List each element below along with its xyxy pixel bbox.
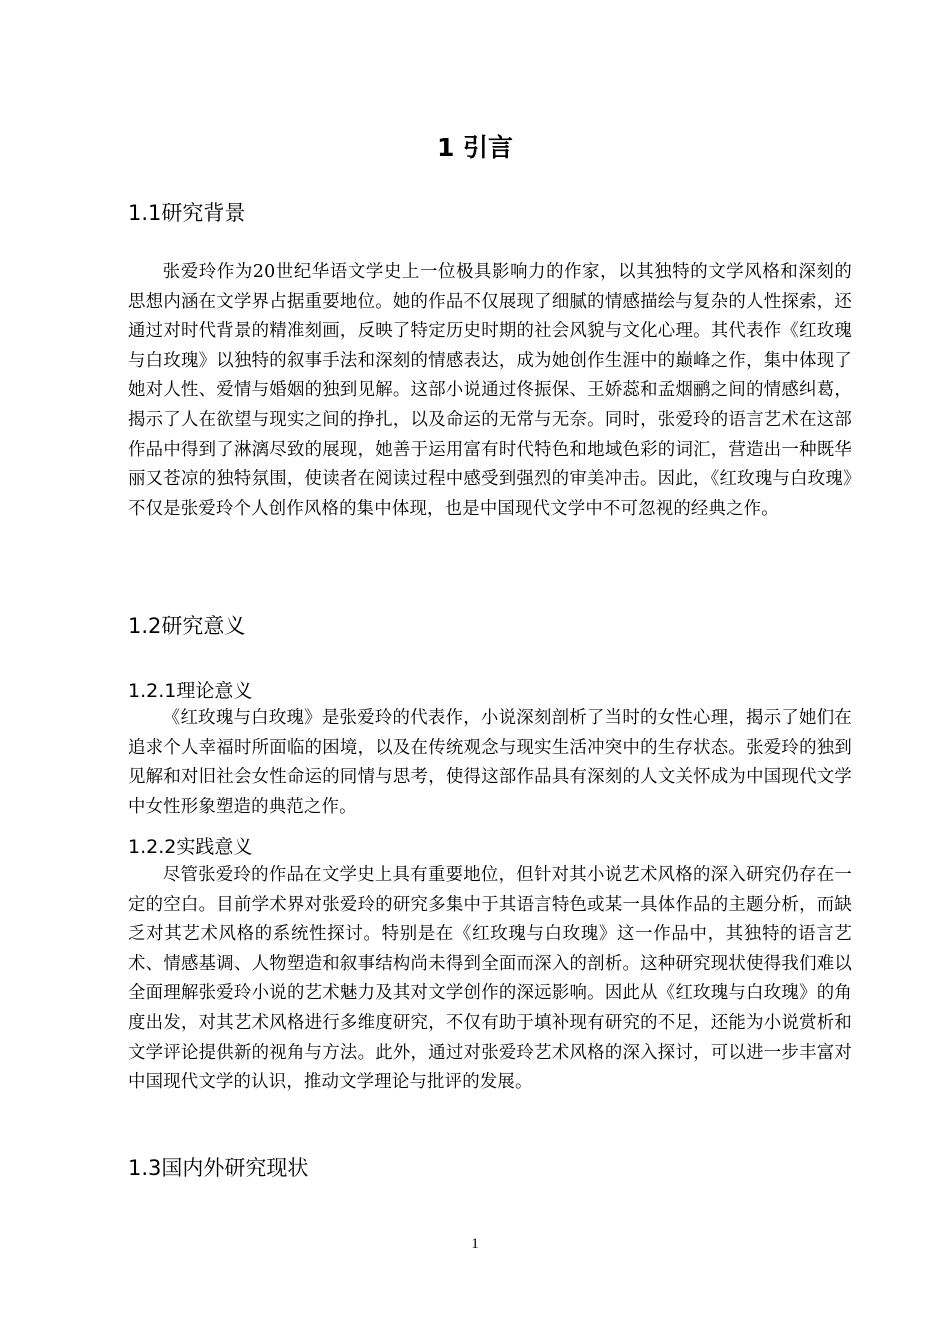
page-number: 1: [471, 1236, 479, 1252]
paragraph-research-background: 张爱玲作为20世纪华语文学史上一位极具影响力的作家，以其独特的文学风格和深刻的思想内涵在文学界占据重要地位。她的作品不仅展现了细腻的情感描绘与复杂的人性探索，还通过对时代背景的精准刻画，反映了特定历史时期的社会风貌与文化心理。其代表作《红玫瑰与白玫瑰》以独特的叙事手法和深刻的情感表达，成为她创作生涯中的巅峰之作，集中体现了她对人性、爱情与婚姻的独到见解。这部小说通过佟振保、王娇蕊和孟烟鹂之间的情感纠葛，揭示了人在欲望与现实之间的挣扎，以及命运的无常与无奈。同时，张爱玲的语言艺术在这部作品中得到了淋漓尽致的展现，她善于运用富有时代特色和地域色彩的词汇，营造出一种既华丽又苍凉的独特氛围，使读者在阅读过程中感受到强烈的审美冲击。因此，《红玫瑰与白玫瑰》不仅是张爱玲个人创作风格的集中体现，也是中国现代文学中不可忽视的经典之作。: [128, 262, 852, 519]
subsection-heading-theoretical-significance: 1.2.1理论意义: [128, 680, 253, 702]
paragraph-theoretical-significance: 《红玫瑰与白玫瑰》是张爱玲的代表作，小说深刻剖析了当时的女性心理，揭示了她们在追求个人幸福时所面临的困境，以及在传统观念与现实生活冲突中的生存状态。张爱玲的独到见解和对旧社会女性命运的同情与思考，使得这部作品具有深刻的人文关怀成为中国现代文学中女性形象塑造的典范之作。: [128, 708, 852, 817]
chapter-title: 1 引言: [436, 133, 514, 162]
paragraph-practical-significance: 尽管张爱玲的作品在文学史上具有重要地位，但针对其小说艺术风格的深入研究仍存在一定的空白。目前学术界对张爱玲的研究多集中于其语言特色或某一具体作品的主题分析，而缺乏对其艺术风格的系统性探讨。特别是在《红玫瑰与白玫瑰》这一作品中，其独特的语言艺术、情感基调、人物塑造和叙事结构尚未得到全面而深入的剖析。这种研究现状使得我们难以全面理解张爱玲小说的艺术魅力及其对文学创作的深远影响。因此从《红玫瑰与白玫瑰》的角度出发，对其艺术风格进行多维度研究，不仅有助于填补现有研究的不足，还能为小说赏析和文学评论提供新的视角与方法。此外，通过对张爱玲艺术风格的深入探讨，可以进一步丰富对中国现代文学的认识，推动文学理论与批评的发展。: [128, 865, 852, 1093]
section-heading-research-status: 1.3国内外研究现状: [128, 1156, 309, 1180]
subsection-heading-practical-significance: 1.2.2实践意义: [128, 836, 253, 858]
section-heading-research-background: 1.1研究背景: [128, 201, 246, 225]
section-heading-research-significance: 1.2研究意义: [128, 614, 246, 638]
